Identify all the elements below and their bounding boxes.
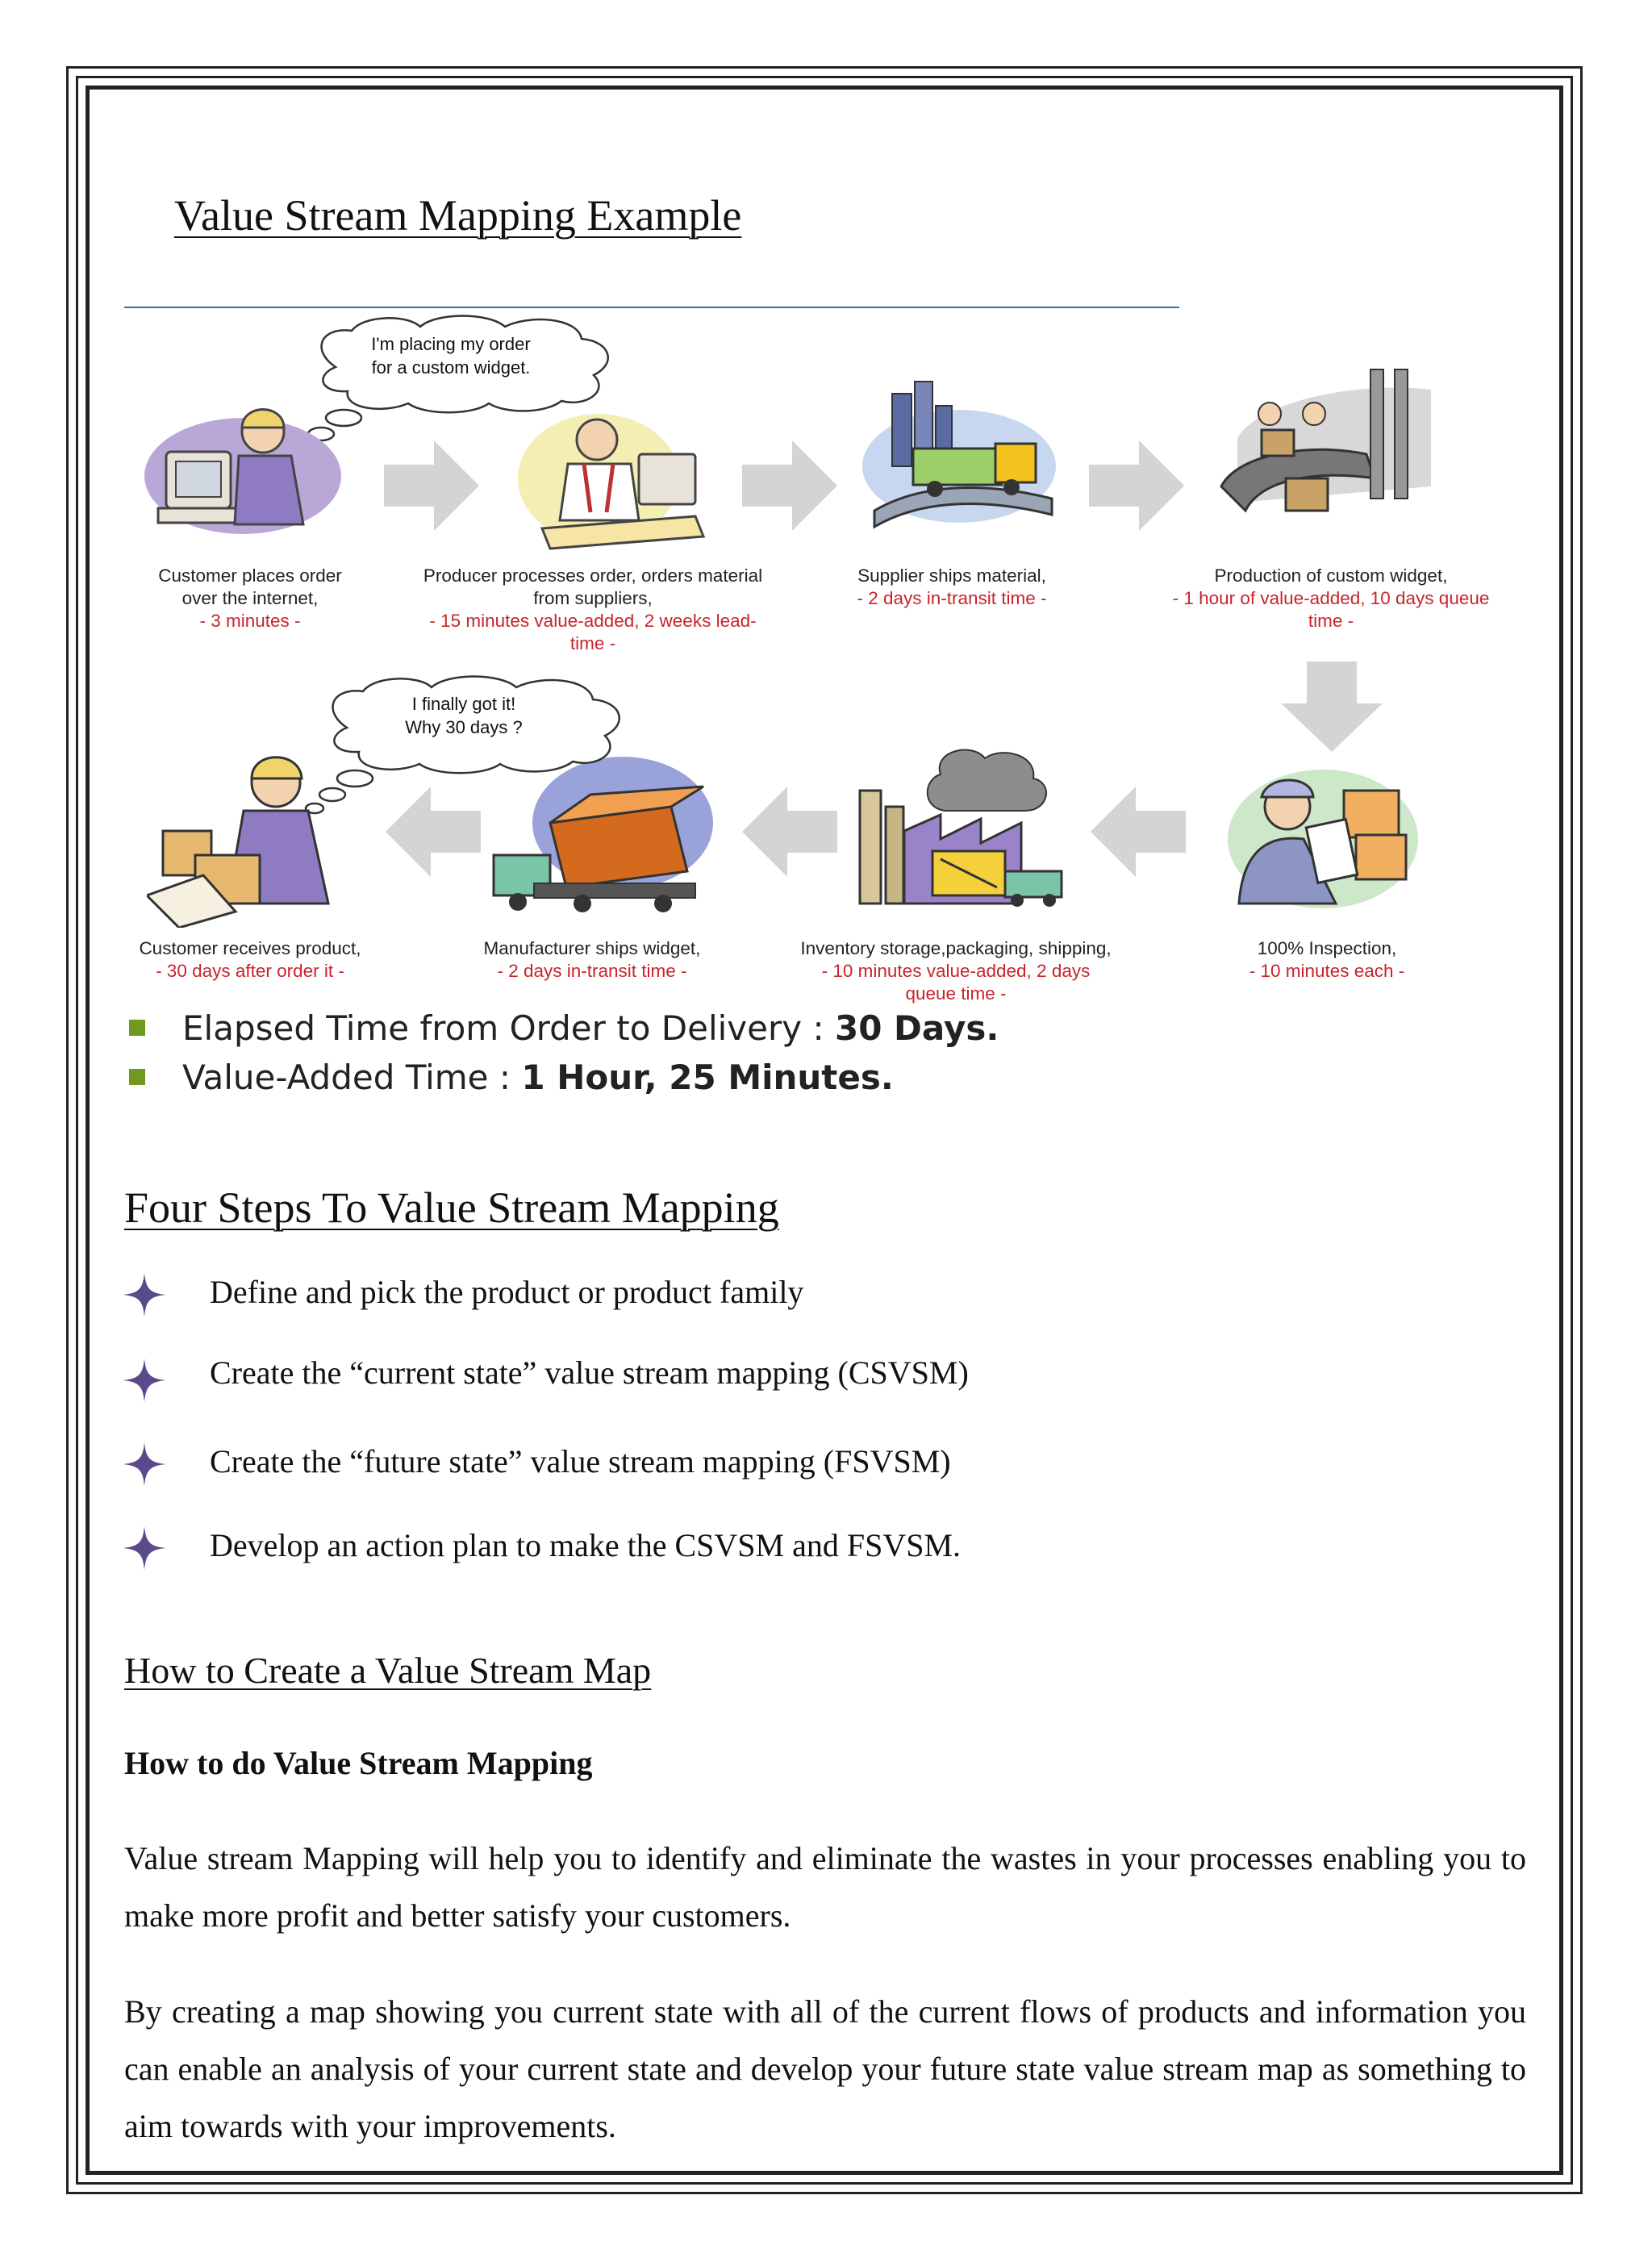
- step-7-line-1: Manufacturer ships widget,: [483, 938, 701, 958]
- how-to-paragraph-1: Value stream Mapping will help you to identify and eliminate the wastes in your processes enabling you to make more profit and better satisfy your customers.: [124, 1840, 1526, 1934]
- step-caption-5: [1202, 937, 1452, 983]
- step-1-line-2: over the internet,: [181, 588, 319, 608]
- step-caption-7: [463, 937, 721, 983]
- star-bullet-icon: [119, 1523, 169, 1573]
- step-8-line-1: Customer receives product,: [139, 938, 361, 958]
- four-steps-item-3-text: Create the “future state” value stream mapping (FSVSM): [210, 1443, 951, 1479]
- arrow-right-2: [742, 440, 837, 531]
- step-2-time-2: time -: [569, 633, 616, 653]
- how-to-subheading: How to do Value Stream Mapping: [124, 1745, 593, 1781]
- step-caption-2: [403, 565, 782, 655]
- arrow-left-2: [742, 787, 837, 877]
- step-2-time-1: - 15 minutes value-added, 2 weeks lead-: [429, 611, 757, 631]
- step-4-time-2: time -: [1308, 611, 1354, 631]
- title-rule: [124, 307, 1179, 308]
- step-2-line-2: from suppliers,: [533, 588, 653, 608]
- step-4-line-1: Production of custom widget,: [1214, 566, 1448, 586]
- step-caption-8: [121, 937, 379, 983]
- step-6-time-2: queue time -: [905, 983, 1007, 1004]
- customer-boxes-icon: [147, 734, 348, 928]
- step-6-time-1: - 10 minutes value-added, 2 days: [821, 961, 1091, 981]
- step-caption-1: [129, 565, 371, 632]
- how-to-heading: How to Create a Value Stream Map: [124, 1650, 652, 1691]
- four-steps-item-4-text: Develop an action plan to make the CSVSM and FSVSM.: [210, 1527, 962, 1563]
- step-1-time: - 3 minutes -: [199, 611, 301, 631]
- summary-elapsed-time: [129, 1008, 999, 1048]
- arrow-left-3: [386, 787, 481, 877]
- bubble-2-line-2: Why 30 days ?: [405, 717, 523, 737]
- thought-bubble-2-text: [355, 692, 573, 739]
- four-steps-item-2-text: Create the “current state” value stream mapping (CSVSM): [210, 1354, 969, 1391]
- factory-icon: [844, 742, 1078, 912]
- page-title: Value Stream Mapping Example: [174, 191, 742, 240]
- bullet-square-icon: [129, 1020, 145, 1036]
- step-5-time: - 10 minutes each -: [1249, 961, 1405, 981]
- summary-value-added-label: Value-Added Time :: [182, 1058, 522, 1097]
- step-caption-6: [774, 937, 1137, 1005]
- four-steps-item-1-text: Define and pick the product or product family: [210, 1274, 804, 1310]
- step-1-line-1: Customer places order: [158, 566, 342, 586]
- arrow-right-1: [384, 440, 479, 531]
- how-to-paragraph-2: By creating a map showing you current state with all of the current flows of products and information you can enable an analysis of your current state and develop your future state value stream map as something to aim towards with your improvements.: [124, 1993, 1526, 2144]
- arrow-right-3: [1089, 440, 1184, 531]
- inspection-worker-icon: [1223, 758, 1423, 912]
- step-8-time: - 30 days after order it -: [156, 961, 344, 981]
- step-7-time: - 2 days in-transit time -: [497, 961, 687, 981]
- step-caption-3: [823, 565, 1081, 610]
- arrow-left-1: [1091, 787, 1186, 877]
- supplier-truck-icon: [858, 378, 1060, 543]
- producer-desk-icon: [510, 407, 720, 553]
- production-conveyor-icon: [1213, 365, 1439, 545]
- step-3-line-1: Supplier ships material,: [857, 566, 1046, 586]
- step-4-time-1: - 1 hour of value-added, 10 days queue: [1172, 588, 1490, 608]
- summary-value-added-value: 1 Hour, 25 Minutes.: [521, 1058, 894, 1097]
- bubble-1-line-1: I'm placing my order: [371, 334, 531, 354]
- summary-value-added-time: [129, 1058, 894, 1097]
- star-bullet-icon: [119, 1270, 169, 1320]
- star-bullet-icon: [119, 1355, 169, 1405]
- bubble-1-line-2: for a custom widget.: [371, 357, 531, 378]
- four-steps-heading: Four Steps To Value Stream Mapping: [124, 1183, 779, 1232]
- step-caption-4: [1145, 565, 1516, 632]
- bullet-square-icon: [129, 1069, 145, 1085]
- step-6-line-1: Inventory storage,packaging, shipping,: [800, 938, 1112, 958]
- arrow-down: [1281, 661, 1383, 752]
- thought-bubble-1-text: [342, 332, 560, 379]
- summary-elapsed-label: Elapsed Time from Order to Delivery :: [182, 1008, 835, 1048]
- step-3-time: - 2 days in-transit time -: [857, 588, 1047, 608]
- bubble-2-line-1: I finally got it!: [411, 694, 516, 714]
- customer-computer-icon: [142, 395, 344, 545]
- step-2-line-1: Producer processes order, orders material: [423, 566, 763, 586]
- star-bullet-icon: [119, 1439, 169, 1489]
- summary-elapsed-value: 30 Days.: [834, 1008, 999, 1048]
- step-5-line-1: 100% Inspection,: [1257, 938, 1397, 958]
